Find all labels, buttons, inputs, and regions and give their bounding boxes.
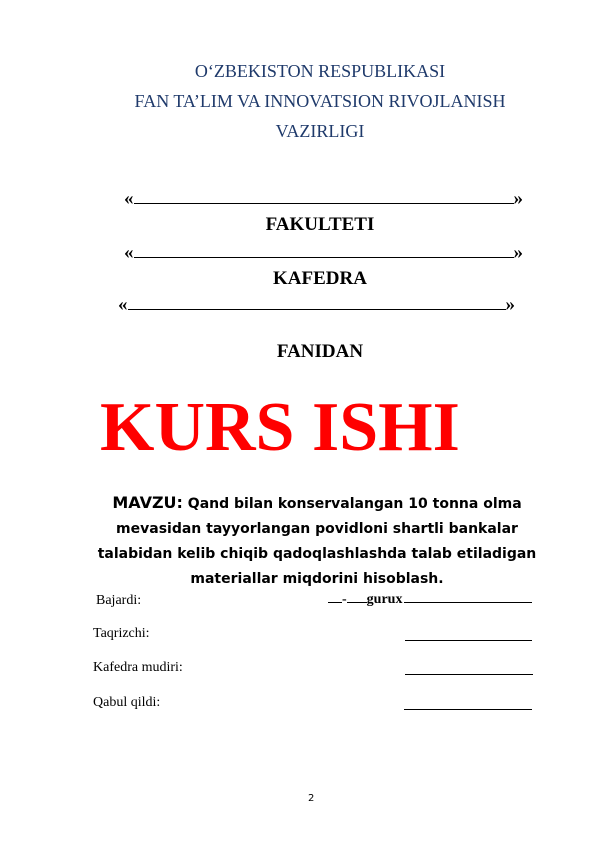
- group-signature-line: [404, 602, 532, 603]
- group-dash: -: [342, 592, 347, 607]
- department-open-quote: «: [124, 242, 134, 263]
- faculty-open-quote: «: [124, 188, 134, 209]
- head-of-department-label: Kafedra mudiri:: [93, 660, 183, 675]
- department-blank: [124, 242, 523, 264]
- faculty-blank: [124, 188, 523, 210]
- ministry-line-1: O‘ZBEKISTON RESPUBLIKASI: [194, 61, 446, 81]
- faculty-label: FAKULTETI: [265, 214, 375, 235]
- ministry-header: [60, 56, 580, 146]
- accepted-signature-line: [404, 709, 532, 710]
- department-underline: [134, 247, 514, 258]
- department-label: KAFEDRA: [273, 268, 367, 289]
- document-title: KURS ISHI: [100, 389, 460, 466]
- group-blank-1: [328, 602, 342, 603]
- reviewer-label: Taqrizchi:: [93, 626, 150, 641]
- subject-open-quote: «: [118, 294, 128, 315]
- page-number: 2: [308, 793, 315, 804]
- subject-blank: [118, 294, 515, 316]
- faculty-close-quote: »: [513, 188, 523, 209]
- accepted-by-label: Qabul qildi:: [93, 695, 161, 710]
- ministry-line-2: FAN TA’LIM VA INNOVATSION RIVOJLANISH: [134, 91, 506, 111]
- reviewer-signature-line: [405, 640, 532, 641]
- group-blank-2: [347, 602, 367, 603]
- group-field: [328, 592, 532, 608]
- topic-block: [78, 490, 556, 592]
- subject-close-quote: »: [505, 294, 515, 315]
- done-by-label: Bajardi:: [96, 593, 142, 608]
- head-signature-line: [405, 674, 533, 675]
- subject-underline: [128, 299, 506, 310]
- topic-label: MAVZU:: [112, 493, 183, 512]
- department-close-quote: »: [513, 242, 523, 263]
- subject-label: FANIDAN: [276, 341, 364, 362]
- group-word: gurux: [366, 592, 403, 607]
- faculty-underline: [134, 193, 514, 204]
- ministry-line-3: VAZIRLIGI: [275, 121, 365, 141]
- topic-text: Qand bilan konservalangan 10 tonna olma mevasidan tayyorlangan povidloni shartli bankalar talabidan kelib chiqib qadoqlashlashda talab etiladigan materiallar miqdorini hisoblash.: [97, 496, 537, 587]
